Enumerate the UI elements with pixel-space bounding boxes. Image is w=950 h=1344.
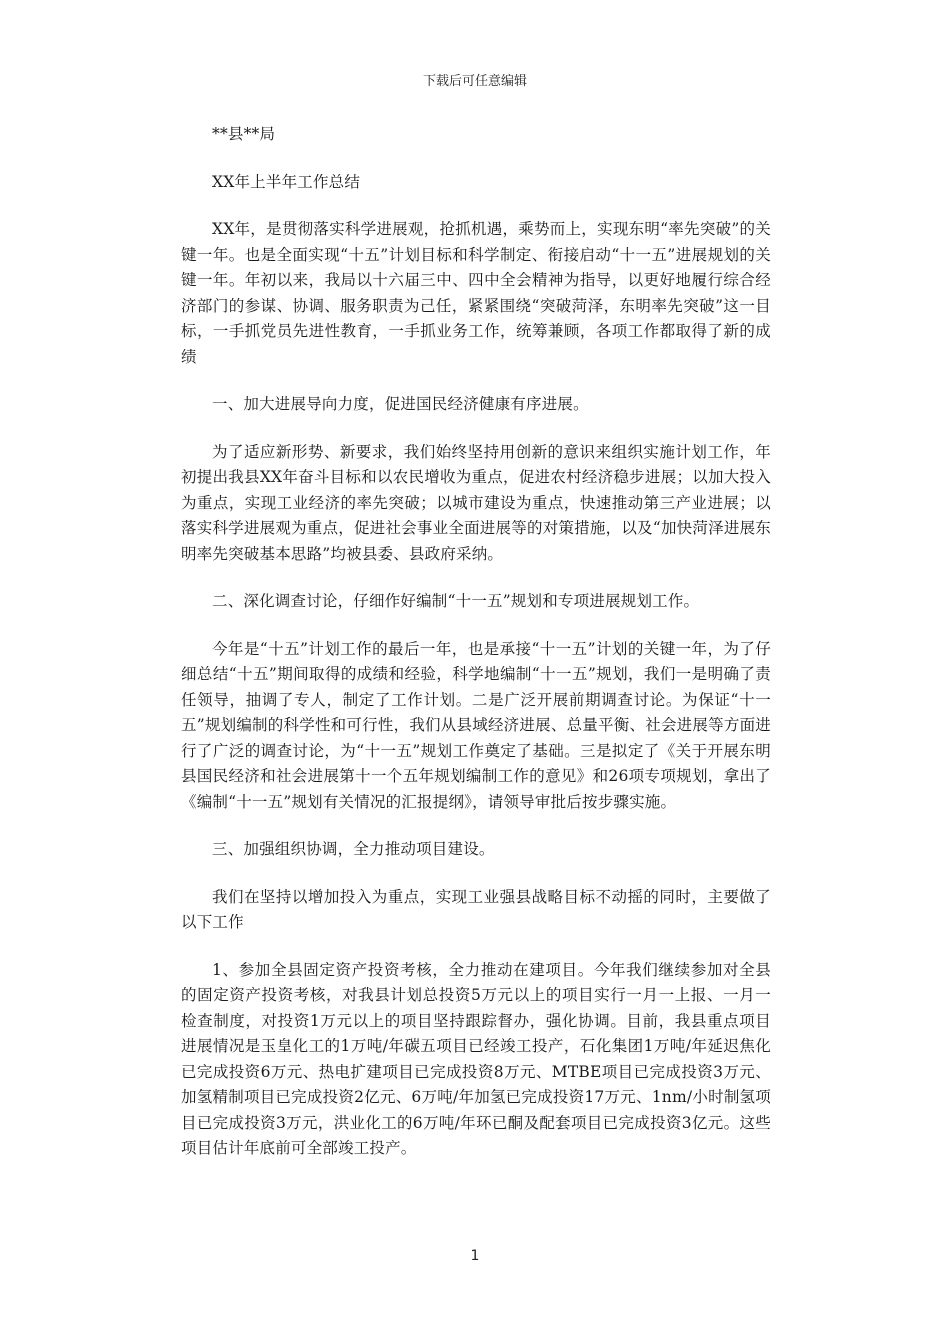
section-heading-1: 一、加大进展导向力度，促进国民经济健康有序进展。 bbox=[212, 395, 589, 413]
section-1-paragraph: 为了适应新形势、新要求，我们始终坚持用创新的意识来组织实施计划工作，年初提出我县XX年奋斗目标和以农民增收为重点，促进农村经济稳步进展；以加大投入为重点，实现工业经济的率先突破；以城市建设为重点，快速推动第三产业进展；以落实科学进展观为重点，促进社会事业全面进展等的对策措施，以及“加快菏泽进展东明率先突破基本思路”均被县委、县政府采纳。 bbox=[181, 442, 771, 563]
section-3-intro: 我们在坚持以增加投入为重点，实现工业强县战略目标不动摇的同时，主要做了以下工作 bbox=[181, 887, 771, 931]
office-name: **县**局 bbox=[212, 125, 276, 143]
intro-paragraph: XX年，是贯彻落实科学进展观，抢抓机遇，乘势而上，实现东明“率先突破”的关键一年。也是全面实现“十五”计划目标和科学制定、衔接启动“十一五”进展规划的关键一年。年初以来，我局以十六届三中、四中全会精神为指导，以更好地履行综合经济部门的参谋、协调、服务职责为己任，紧紧围绕“突破菏泽，东明率先突破”这一目标，一手抓党员先进性教育，一手抓业务工作，统筹兼顾，各项工作都取得了新的成绩 bbox=[181, 220, 771, 366]
page-number: 1 bbox=[470, 1248, 480, 1264]
section-3-item-1: 1、参加全县固定资产投资考核，全力推动在建项目。今年我们继续参加对全县的固定资产投资考核，对我县计划总投资5万元以上的项目实行一月一上报、一月一检查制度，对投资1万元以上的项目坚持跟踪督办，强化协调。目前，我县重点项目进展情况是玉皇化工的1万吨/年碳五项目已经竣工投产，石化集团1万吨/年延迟焦化已完成投资6万元、热电扩建项目已完成投资8万元、MTBE项目已完成投资3万元、加氢精制项目已完成投资2亿元、6万吨/年加氢已完成投资17万元、1nm/小时制氢项目已完成投资3万元，洪业化工的6万吨/年环已酮及配套项目已完成投资3亿元。这些项目估计年底前可全部竣工投产。 bbox=[181, 960, 771, 1157]
section-heading-3: 三、加强组织协调，全力推动项目建设。 bbox=[212, 840, 495, 858]
section-heading-2: 二、深化调查讨论，仔细作好编制“十一五”规划和专项进展规划工作。 bbox=[212, 592, 700, 610]
document-title: XX年上半年工作总结 bbox=[212, 172, 361, 191]
header-note: 下载后可任意编辑 bbox=[422, 74, 527, 89]
document-body bbox=[181, 122, 771, 1184]
section-2-paragraph: 今年是“十五”计划工作的最后一年，也是承接“十一五”计划的关键一年，为了仔细总结“十五”期间取得的成绩和经验，科学地编制“十一五”规划，我们一是明确了责任领导，抽调了专人，制定了工作计划。二是广泛开展前期调查讨论。为保证“十一五”规划编制的科学性和可行性，我们从县域经济进展、总量平衡、社会进展等方面进行了广泛的调查讨论，为“十一五”规划工作奠定了基础。三是拟定了《关于开展东明县国民经济和社会进展第十一个五年规划编制工作的意见》和26项专项规划，拿出了《编制“十一五”规划有关情况的汇报提纲》，请领导审批后按步骤实施。 bbox=[181, 639, 771, 811]
